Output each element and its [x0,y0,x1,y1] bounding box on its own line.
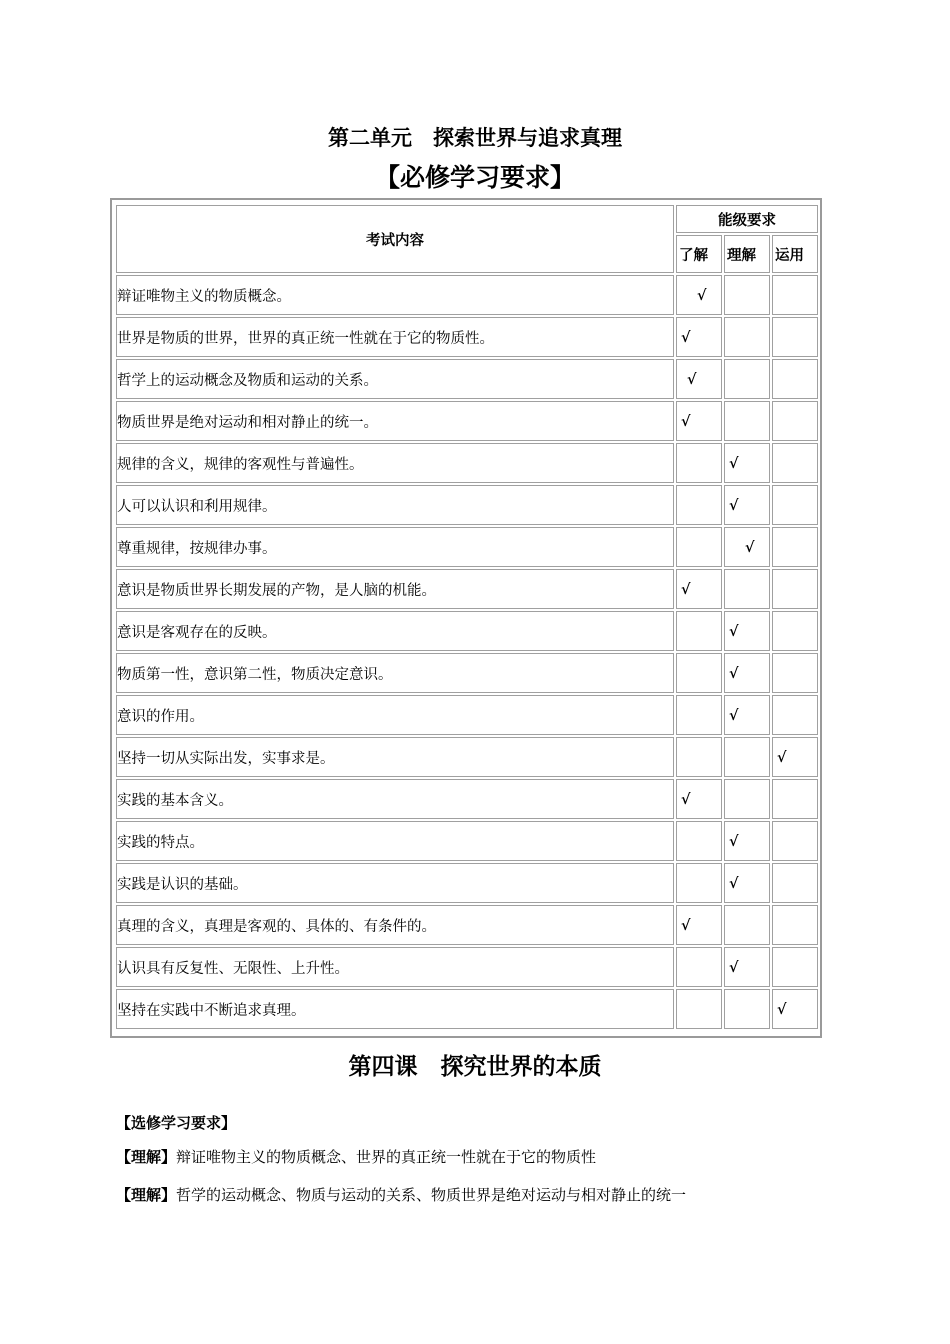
level-cell [676,989,722,1029]
level-cell [724,485,770,525]
level-cell [772,947,818,987]
exam-content-cell: 实践是认识的基础。 [116,863,674,903]
level-cell [724,611,770,651]
table-row [116,989,818,1029]
check-mark: √ [729,832,739,850]
level-cell [772,779,818,819]
exam-content-cell: 意识的作用。 [116,695,674,735]
check-mark: √ [729,874,739,892]
level-cell [724,695,770,735]
exam-content-cell: 真理的含义，真理是客观的、具体的、有条件的。 [116,905,674,945]
level-header-apply: 运用 [772,235,818,273]
table-row [116,527,818,567]
level-cell [772,527,818,567]
level-cell [772,989,818,1029]
content-column-header: 考试内容 [116,205,674,273]
level-cell [676,275,722,315]
level-cell [676,905,722,945]
level-cell [724,527,770,567]
level-cell [772,905,818,945]
level-header-comprehend: 理解 [724,235,770,273]
check-mark: √ [729,664,739,682]
lesson-title: 第四课 探究世界的本质 [348,1053,602,1080]
table-row [116,863,818,903]
level-cell [676,821,722,861]
check-mark: √ [681,580,691,598]
elective-item [116,1184,686,1205]
table-row [116,401,818,441]
level-cell [772,443,818,483]
level-cell [676,695,722,735]
level-cell [724,905,770,945]
check-mark: √ [729,496,739,514]
table-row [116,779,818,819]
level-cell [724,401,770,441]
level-cell [724,359,770,399]
level-cell [676,527,722,567]
level-cell [724,821,770,861]
level-cell [772,821,818,861]
table-row [116,947,818,987]
table-row [116,695,818,735]
check-mark: √ [777,1000,787,1018]
table-row [116,485,818,525]
unit-title: 第二单元 探索世界与追求真理 [328,125,622,150]
level-cell [676,611,722,651]
exam-content-cell: 规律的含义，规律的客观性与普遍性。 [116,443,674,483]
table-row [116,905,818,945]
level-header-understand-basic: 了解 [676,235,722,273]
level-cell [676,947,722,987]
elective-item-text: 哲学的运动概念、物质与运动的关系、物质世界是绝对运动与相对静止的统一 [176,1186,687,1204]
level-cell [724,569,770,609]
elective-item [116,1146,596,1167]
exam-content-cell: 哲学上的运动概念及物质和运动的关系。 [116,359,674,399]
level-cell [676,317,722,357]
table-row [116,737,818,777]
level-cell [772,737,818,777]
table-header-row [116,205,818,233]
table-row [116,569,818,609]
exam-content-cell: 实践的基本含义。 [116,779,674,819]
level-cell [772,695,818,735]
level-cell [772,317,818,357]
exam-content-cell: 坚持一切从实际出发，实事求是。 [116,737,674,777]
table-row [116,275,818,315]
elective-item-tag: 【理解】 [116,1186,177,1204]
check-mark: √ [729,622,739,640]
exam-content-cell: 物质世界是绝对运动和相对静止的统一。 [116,401,674,441]
level-cell [772,485,818,525]
requirements-table-body [116,205,818,1029]
check-mark: √ [729,454,739,472]
level-column-header: 能级要求 [676,205,818,233]
check-mark: √ [687,370,697,388]
exam-content-cell: 尊重规律，按规律办事。 [116,527,674,567]
level-cell [772,275,818,315]
level-cell [676,485,722,525]
requirements-table [114,203,820,1031]
table-row [116,611,818,651]
table-row [116,821,818,861]
level-cell [676,359,722,399]
check-mark: √ [729,958,739,976]
required-requirements-title: 【必修学习要求】 [374,163,575,192]
table-row [116,443,818,483]
level-cell [676,401,722,441]
requirements-table-frame [110,198,822,1038]
exam-content-cell: 世界是物质的世界，世界的真正统一性就在于它的物质性。 [116,317,674,357]
exam-content-cell: 人可以认识和利用规律。 [116,485,674,525]
table-row [116,653,818,693]
level-cell [724,779,770,819]
level-cell [772,401,818,441]
check-mark: √ [729,706,739,724]
level-cell [724,317,770,357]
exam-content-cell: 辩证唯物主义的物质概念。 [116,275,674,315]
level-cell [676,737,722,777]
level-cell [724,989,770,1029]
level-cell [724,653,770,693]
exam-content-cell: 实践的特点。 [116,821,674,861]
level-cell [676,779,722,819]
level-cell [772,359,818,399]
level-cell [724,863,770,903]
exam-content-cell: 意识是物质世界长期发展的产物，是人脑的机能。 [116,569,674,609]
level-cell [772,863,818,903]
level-cell [724,737,770,777]
check-mark: √ [745,538,755,556]
level-cell [676,443,722,483]
check-mark: √ [681,916,691,934]
exam-content-cell: 坚持在实践中不断追求真理。 [116,989,674,1029]
elective-item-text: 辩证唯物主义的物质概念、世界的真正统一性就在于它的物质性 [176,1148,597,1166]
level-cell [724,947,770,987]
level-cell [676,863,722,903]
level-cell [772,653,818,693]
check-mark: √ [681,328,691,346]
exam-content-cell: 物质第一性，意识第二性，物质决定意识。 [116,653,674,693]
table-row [116,359,818,399]
level-cell [772,569,818,609]
level-cell [676,569,722,609]
elective-requirements-heading: 【选修学习要求】 [116,1114,237,1132]
elective-item-tag: 【理解】 [116,1148,177,1166]
exam-content-cell: 认识具有反复性、无限性、上升性。 [116,947,674,987]
check-mark: √ [681,790,691,808]
level-cell [724,443,770,483]
check-mark: √ [681,412,691,430]
level-cell [724,275,770,315]
check-mark: √ [697,286,707,304]
level-cell [676,653,722,693]
check-mark: √ [777,748,787,766]
table-row [116,317,818,357]
exam-content-cell: 意识是客观存在的反映。 [116,611,674,651]
level-cell [772,611,818,651]
